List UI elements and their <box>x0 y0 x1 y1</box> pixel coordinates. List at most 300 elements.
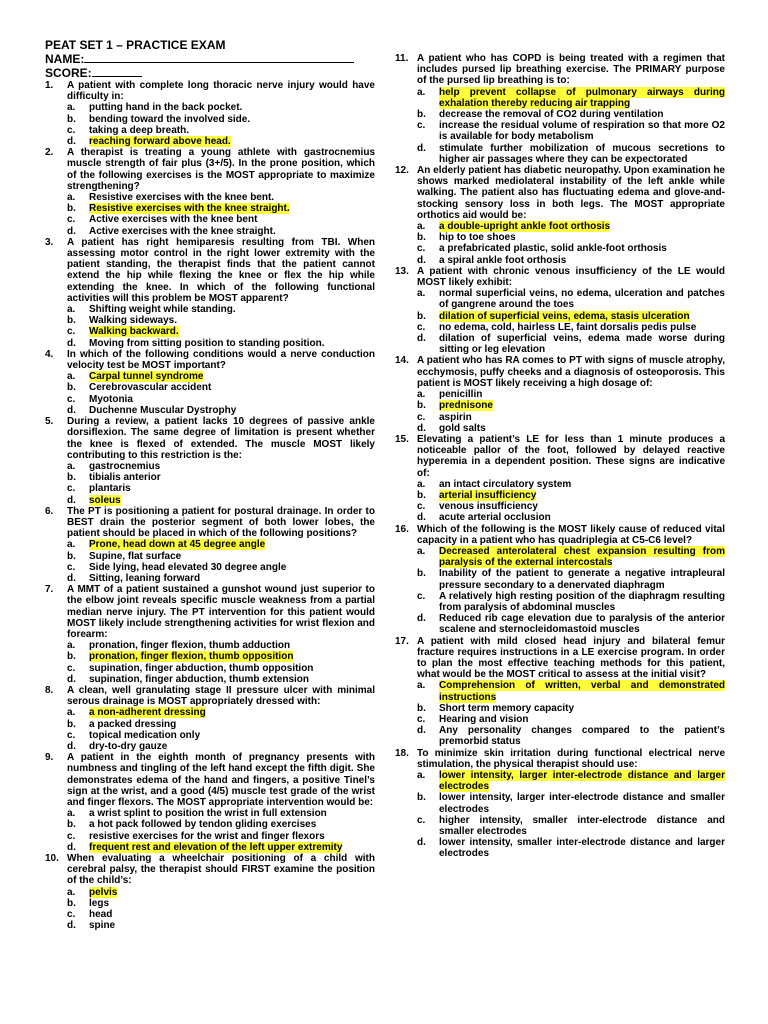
option-letter: a. <box>67 304 76 316</box>
option-text-highlighted: Carpal tunnel syndrome <box>89 371 204 383</box>
option-letter: c. <box>417 411 426 423</box>
answer-option <box>395 109 725 120</box>
score-blank[interactable] <box>92 66 142 77</box>
option-text: gold salts <box>439 422 486 434</box>
option-text: Walking sideways. <box>89 315 177 327</box>
answer-option <box>45 898 375 909</box>
question <box>45 584 375 685</box>
option-letter: d. <box>417 422 426 434</box>
question-stem <box>395 355 725 389</box>
answer-option <box>45 382 375 393</box>
answer-option <box>395 288 725 310</box>
option-text: lower intensity, smaller inter-electrode distance and larger electrodes <box>439 837 725 860</box>
option-letter: d. <box>67 337 76 349</box>
answer-option <box>395 243 725 254</box>
option-letter: d. <box>67 673 76 685</box>
option-text: a hot pack followed by tendon gliding exercises <box>89 819 317 831</box>
question-number: 10. <box>45 853 59 865</box>
option-letter: a. <box>417 288 426 300</box>
option-text: higher intensity, smaller inter-electrode distance and smaller electrodes <box>439 814 725 838</box>
question-text: A therapist is treating a young athlete with gastrocnemius muscle strength of fair plus (3+/5). In the prone position, which of the following exercises is the MOST appropriate to maximize strengthening? <box>67 147 375 192</box>
option-text: Hearing and vision <box>439 713 529 725</box>
answer-option <box>395 725 725 747</box>
question-text: An elderly patient has diabetic neuropathy. Upon examination he shows marked mediolateral instability of the left ankle while walking. The patient also has fluctuating edema and glove-and-stocking sensory loss in both legs. The MOST appropriate orthotics aid would be: <box>417 165 725 221</box>
option-text: Short term memory capacity <box>439 702 575 714</box>
answer-option <box>395 479 725 490</box>
answer-option <box>45 338 375 349</box>
option-text: normal superficial veins, no edema, ulceration and patches of gangrene around the toes <box>439 288 725 311</box>
answer-option <box>45 495 375 506</box>
answer-option <box>45 405 375 416</box>
answer-option <box>45 304 375 315</box>
option-letter: c. <box>417 590 426 602</box>
question-number: 9. <box>45 752 54 764</box>
score-line <box>45 66 375 80</box>
option-letter: a. <box>417 545 426 557</box>
answer-option <box>45 192 375 203</box>
option-text: a prefabricated plastic, solid ankle-foot orthosis <box>439 243 667 255</box>
option-text: spine <box>89 920 116 932</box>
answer-option <box>45 203 375 214</box>
question-stem <box>45 853 375 887</box>
option-letter: c. <box>417 501 426 513</box>
option-text-highlighted: a double-upright ankle foot orthosis <box>439 221 611 233</box>
option-letter: b. <box>67 819 76 831</box>
question-text: A patient has right hemiparesis resulting from TBI. When assessing motor control in the right lower extremity with the patient standing, the therapist finds that the patient cannot extend the hip while flexing the knee or flex the hip while extending the knee. In which of the following functional activities will this problem be MOST apparent? <box>67 236 375 304</box>
answer-highlight <box>89 495 121 506</box>
question-stem <box>395 165 725 221</box>
option-letter: b. <box>67 203 76 215</box>
option-text-highlighted: Decreased anterolateral chest expansion resulting from paralysis of the external intercostals <box>439 545 725 569</box>
question <box>45 349 375 416</box>
question-stem <box>395 524 725 546</box>
option-letter: b. <box>417 702 426 714</box>
answer-option <box>45 114 375 125</box>
option-text: acute arterial occlusion <box>439 512 551 524</box>
question <box>395 266 725 356</box>
answer-option <box>395 714 725 725</box>
option-letter: b. <box>67 382 76 394</box>
question-text: A MMT of a patient sustained a gunshot wound just superior to the elbow joint reveals specific muscle weakness from a partial median nerve injury. The PT intervention for this patient would MOST likely include strengthening activities for wrist flexion and forearm: <box>67 584 375 640</box>
question-number: 18. <box>395 747 409 759</box>
option-text: resistive exercises for the wrist and finger flexors <box>89 830 325 842</box>
option-text-highlighted: Prone, head down at 45 degree angle <box>89 539 266 551</box>
option-letter: a. <box>67 371 76 383</box>
answer-option <box>395 490 725 501</box>
option-letter: d. <box>67 740 76 752</box>
option-text-highlighted: Resistive exercises with the knee straight. <box>89 203 290 215</box>
answer-option <box>395 120 725 142</box>
option-letter: c. <box>417 713 426 725</box>
option-text-highlighted: Comprehension of written, verbal and demonstrated instructions <box>439 680 725 703</box>
answer-option <box>45 539 375 550</box>
question-list-left <box>45 80 375 931</box>
question-number: 11. <box>395 53 409 64</box>
option-letter: c. <box>67 729 76 741</box>
option-letter: a. <box>417 680 426 692</box>
question-stem <box>45 685 375 707</box>
option-letter: c. <box>67 393 76 405</box>
option-letter: b. <box>67 550 76 562</box>
answer-option <box>45 394 375 405</box>
option-text-highlighted: lower intensity, larger inter-electrode distance and larger electrodes <box>439 770 725 793</box>
answer-option <box>395 412 725 423</box>
answer-option <box>395 613 725 635</box>
option-letter: c. <box>67 214 76 226</box>
option-letter: b. <box>67 315 76 327</box>
option-letter: a. <box>67 102 76 114</box>
option-text: dry-to-dry gauze <box>89 740 168 752</box>
option-letter: d. <box>417 512 426 524</box>
option-letter: d. <box>417 333 426 345</box>
answer-highlight <box>439 400 493 411</box>
question-number: 12. <box>395 165 409 177</box>
answer-option <box>395 837 725 859</box>
option-text: Sitting, leaning forward <box>89 572 201 584</box>
question-number: 4. <box>45 348 54 360</box>
answer-option <box>395 400 725 411</box>
option-letter: c. <box>67 662 76 674</box>
option-letter: b. <box>417 568 426 580</box>
answer-option <box>45 730 375 741</box>
option-text-highlighted: dilation of superficial veins, edema, stasis ulceration <box>439 310 690 322</box>
option-letter: b. <box>417 232 426 244</box>
option-text: A relatively high resting position of the diaphragm resulting from paralysis of abdominal muscles <box>439 590 725 613</box>
question-stem <box>395 266 725 288</box>
option-letter: d. <box>67 494 76 506</box>
option-text: aspirin <box>439 411 472 423</box>
option-text: Shifting weight while standing. <box>89 304 236 316</box>
option-text-highlighted: help prevent collapse of pulmonary airways during exhalation thereby reducing air trapping <box>439 86 725 109</box>
answer-option <box>45 136 375 147</box>
answer-option <box>395 591 725 613</box>
question <box>395 53 725 165</box>
question-number: 15. <box>395 433 409 445</box>
option-letter: b. <box>67 651 76 663</box>
answer-option <box>395 221 725 232</box>
answer-highlight <box>439 221 610 232</box>
question-stem <box>395 53 725 87</box>
option-text: Duchenne Muscular Dystrophy <box>89 404 237 416</box>
question <box>395 524 725 636</box>
option-letter: a. <box>417 478 426 490</box>
option-text: hip to toe shoes <box>439 232 516 244</box>
option-text: Cerebrovascular accident <box>89 382 212 394</box>
question-text: In which of the following conditions would a nerve conduction velocity test be MOST important? <box>67 348 375 372</box>
answer-highlight <box>439 311 690 322</box>
option-text: Supine, flat surface <box>89 550 182 562</box>
option-letter: c. <box>67 326 76 338</box>
option-text: gastrocnemius <box>89 460 161 472</box>
question-stem <box>45 80 375 102</box>
answer-option <box>395 680 725 702</box>
answer-highlight <box>89 707 206 718</box>
option-text-highlighted: arterial insufficiency <box>439 489 537 501</box>
option-text: lower intensity, larger inter-electrode distance and smaller electrodes <box>439 792 725 815</box>
question-stem <box>395 748 725 770</box>
answer-option <box>395 512 725 523</box>
answer-highlight <box>89 651 293 662</box>
answer-option <box>395 333 725 355</box>
answer-option <box>45 326 375 337</box>
option-text: topical medication only <box>89 729 201 741</box>
option-text: Moving from sitting position to standing position. <box>89 337 325 349</box>
question-text: A patient with chronic venous insufficiency of the LE would MOST likely exhibit: <box>417 265 725 289</box>
answer-option <box>45 887 375 898</box>
option-text: pronation, finger flexion, thumb adduction <box>89 640 291 652</box>
option-letter: c. <box>67 561 76 573</box>
name-blank[interactable] <box>84 52 354 63</box>
answer-option <box>45 920 375 931</box>
answer-option <box>395 792 725 814</box>
option-letter: a. <box>417 86 426 98</box>
question-text: The PT is positioning a patient for postural drainage. In order to BEST drain the posterior segment of both lower lobes, the patient should be placed in which of the following positions? <box>67 505 375 540</box>
option-letter: d. <box>417 725 426 737</box>
option-text-highlighted: pelvis <box>89 886 118 898</box>
option-letter: a. <box>67 707 76 719</box>
answer-option <box>395 568 725 590</box>
option-letter: d. <box>417 613 426 625</box>
option-text-highlighted: prednisone <box>439 400 493 412</box>
option-letter: a. <box>67 192 76 204</box>
option-text: Any personality changes compared to the patient’s premorbid status <box>439 725 725 748</box>
answer-option <box>395 232 725 243</box>
option-letter: d. <box>417 254 426 266</box>
answer-option <box>45 573 375 584</box>
option-text: a packed dressing <box>89 718 177 730</box>
answer-option <box>45 842 375 853</box>
option-text: venous insufficiency <box>439 501 538 513</box>
option-text: taking a deep breath. <box>89 124 190 136</box>
question-stem <box>45 506 375 540</box>
option-text: Side lying, head elevated 30 degree angle <box>89 561 287 573</box>
option-text: increase the residual volume of respiration so that more O2 is available for body metabolism <box>439 120 725 143</box>
answer-option <box>45 831 375 842</box>
answer-option <box>45 741 375 752</box>
answer-option <box>395 87 725 109</box>
question <box>45 80 375 147</box>
question-text: Elevating a patient’s LE for less than 1 minute produces a noticeable pallor of the foot, followed by delayed reactive hyperemia in a dependent position. These signs are indicative of: <box>417 433 725 479</box>
option-text: decrease the removal of CO2 during ventilation <box>439 109 664 121</box>
option-text: a wrist splint to position the wrist in full extension <box>89 808 327 820</box>
question-number: 17. <box>395 635 409 647</box>
question-text: A patient who has COPD is being treated with a regimen that includes pursed lip breathing exercise. The PRIMARY purpose of the pursed lip breathing is to: <box>417 53 725 87</box>
question-number: 7. <box>45 584 54 596</box>
option-letter: d. <box>417 837 426 849</box>
question-list-right <box>395 53 725 860</box>
answer-option <box>45 909 375 920</box>
option-letter: d. <box>67 225 76 237</box>
question-number: 5. <box>45 416 54 428</box>
answer-highlight <box>89 887 117 898</box>
option-text: plantaris <box>89 483 131 495</box>
answer-option <box>45 125 375 136</box>
option-text: legs <box>89 897 110 909</box>
answer-option <box>45 461 375 472</box>
question-stem <box>45 237 375 304</box>
answer-option <box>45 226 375 237</box>
question <box>395 165 725 266</box>
question-stem <box>395 434 725 479</box>
option-text: Inability of the patient to generate a negative intrapleural pressure secondary to a denervated diaphragm <box>439 568 725 591</box>
option-text: no edema, cold, hairless LE, faint dorsalis pedis pulse <box>439 321 697 333</box>
answer-option <box>45 102 375 113</box>
question <box>395 636 725 748</box>
answer-option <box>395 770 725 792</box>
question-number: 14. <box>395 355 409 367</box>
answer-option <box>45 472 375 483</box>
answer-highlight <box>439 680 725 702</box>
question <box>45 416 375 506</box>
option-text: dilation of superficial veins, edema made worse during sitting or leg elevation <box>439 333 725 356</box>
option-text: supination, finger abduction, thumb extension <box>89 673 309 685</box>
option-letter: a. <box>67 808 76 820</box>
question-number: 2. <box>45 147 54 159</box>
question <box>395 434 725 524</box>
option-text-highlighted: pronation, finger flexion, thumb opposition <box>89 651 294 663</box>
option-letter: c. <box>417 321 426 333</box>
option-letter: b. <box>417 489 426 501</box>
option-letter: d. <box>67 920 76 932</box>
answer-highlight <box>439 490 536 501</box>
option-letter: a. <box>67 460 76 472</box>
option-letter: a. <box>417 221 426 233</box>
option-letter: c. <box>417 120 426 132</box>
option-letter: d. <box>67 841 76 853</box>
answer-option <box>45 808 375 819</box>
option-text: Reduced rib cage elevation due to paralysis of the anterior scalene and sternocleidomastoid muscles <box>439 613 725 636</box>
question <box>45 147 375 237</box>
question-text: When evaluating a wheelchair positioning of a child with cerebral palsy, the therapist should FIRST examine the position of the child’s: <box>67 853 375 887</box>
question-stem <box>395 636 725 681</box>
option-letter: c. <box>417 243 426 255</box>
option-letter: c. <box>67 830 76 842</box>
left-column <box>45 38 375 931</box>
option-text: Resistive exercises with the knee bent. <box>89 192 275 204</box>
option-text: Myotonia <box>89 393 133 405</box>
answer-highlight <box>89 371 203 382</box>
option-text: an intact circulatory system <box>439 478 572 490</box>
answer-highlight <box>439 546 725 568</box>
answer-option <box>45 640 375 651</box>
answer-option <box>395 143 725 165</box>
answer-option <box>395 546 725 568</box>
option-letter: b. <box>417 400 426 412</box>
question-number: 3. <box>45 236 54 248</box>
option-letter: c. <box>417 814 426 826</box>
option-letter: c. <box>67 909 76 921</box>
question-text: A clean, well granulating stage II pressure ulcer with minimal serous drainage is MOST appropriately dressed with: <box>67 684 375 708</box>
option-text-highlighted: frequent rest and elevation of the left upper extremity <box>89 841 343 853</box>
option-text: supination, finger abduction, thumb opposition <box>89 662 314 674</box>
question-number: 1. <box>45 80 54 91</box>
answer-option <box>45 707 375 718</box>
question-stem <box>45 349 375 371</box>
option-text: putting hand in the back pocket. <box>89 102 243 114</box>
question <box>395 748 725 860</box>
option-letter: d. <box>67 572 76 584</box>
question-text: During a review, a patient lacks 10 degrees of passive ankle dorsiflexion. The same degree of limitation is present whether the knee is flexed of extended. The muscle MOST likely contributing to this restriction is the: <box>67 416 375 461</box>
question-number: 6. <box>45 505 54 517</box>
answer-option <box>395 322 725 333</box>
question-text: A patient in the eighth month of pregnancy presents with numbness and tingling of the left hand except the fifth digit. She demonstrates edema of the hand and fingers, a positive Tinel’s sign at the wrist, and a good (4/5) muscle test grade of the wrist and finger flexors. The MOST appropriate intervention would be: <box>67 752 375 808</box>
option-letter: c. <box>67 124 76 136</box>
question-number: 8. <box>45 684 54 696</box>
option-letter: a. <box>417 770 426 781</box>
answer-option <box>395 255 725 266</box>
answer-highlight <box>89 203 290 214</box>
answer-option <box>45 651 375 662</box>
answer-option <box>45 562 375 573</box>
answer-option <box>395 501 725 512</box>
score-label: SCORE: <box>45 66 92 80</box>
question-stem <box>45 416 375 461</box>
answer-highlight <box>439 770 725 792</box>
question-text: A patient with complete long thoracic nerve injury would have difficulty in: <box>67 80 375 103</box>
name-label: NAME: <box>45 52 85 66</box>
option-text: bending toward the involved side. <box>89 113 251 125</box>
answer-option <box>45 214 375 225</box>
option-letter: d. <box>417 142 426 154</box>
option-text-highlighted: soleus <box>89 494 121 506</box>
option-letter: c. <box>67 483 76 495</box>
answer-option <box>45 819 375 830</box>
answer-option <box>45 674 375 685</box>
option-text: head <box>89 909 113 921</box>
option-text: a spiral ankle foot orthosis <box>439 254 567 266</box>
question <box>45 237 375 349</box>
question-text: Which of the following is the MOST likely cause of reduced vital capacity in a patient who has quadriplegia at C5-C6 level? <box>417 523 725 546</box>
answer-option <box>45 483 375 494</box>
option-letter: b. <box>417 310 426 322</box>
answer-option <box>395 423 725 434</box>
option-letter: b. <box>67 897 76 909</box>
option-letter: b. <box>67 113 76 125</box>
question <box>45 752 375 853</box>
option-text: tibialis anterior <box>89 472 161 484</box>
question-stem <box>45 147 375 192</box>
question-text: To minimize skin irritation during functional electrical nerve stimulation, the physical therapist should use: <box>417 747 725 770</box>
answer-option <box>45 371 375 382</box>
answer-option <box>45 551 375 562</box>
question-number: 13. <box>395 265 409 277</box>
option-text-highlighted: reaching forward above head. <box>89 136 231 148</box>
question-number: 16. <box>395 523 409 535</box>
question-text: A patient who has RA comes to PT with signs of muscle atrophy, ecchymosis, puffy cheeks and a diagnosis of osteoporosis. This patient is MOST likely receiving a high dosage of: <box>417 355 725 389</box>
option-letter: a. <box>67 539 76 551</box>
option-text: Active exercises with the knee bent <box>89 214 258 226</box>
question-stem <box>45 584 375 640</box>
question <box>45 853 375 931</box>
right-column <box>395 53 725 860</box>
option-letter: a. <box>67 886 76 898</box>
question <box>45 506 375 584</box>
option-text: stimulate further mobilization of mucous secretions to higher air passages where they can be expectorated <box>439 142 725 165</box>
option-letter: b. <box>67 718 76 730</box>
answer-option <box>45 315 375 326</box>
question <box>395 355 725 433</box>
answer-highlight <box>89 842 342 853</box>
option-text-highlighted: a non-adherent dressing <box>89 707 206 719</box>
option-letter: d. <box>67 136 76 148</box>
answer-highlight <box>89 136 231 147</box>
option-text: Active exercises with the knee straight. <box>89 225 276 237</box>
answer-option <box>45 719 375 730</box>
option-letter: d. <box>67 404 76 416</box>
answer-option <box>395 703 725 714</box>
question <box>45 685 375 752</box>
option-letter: a. <box>67 640 76 652</box>
